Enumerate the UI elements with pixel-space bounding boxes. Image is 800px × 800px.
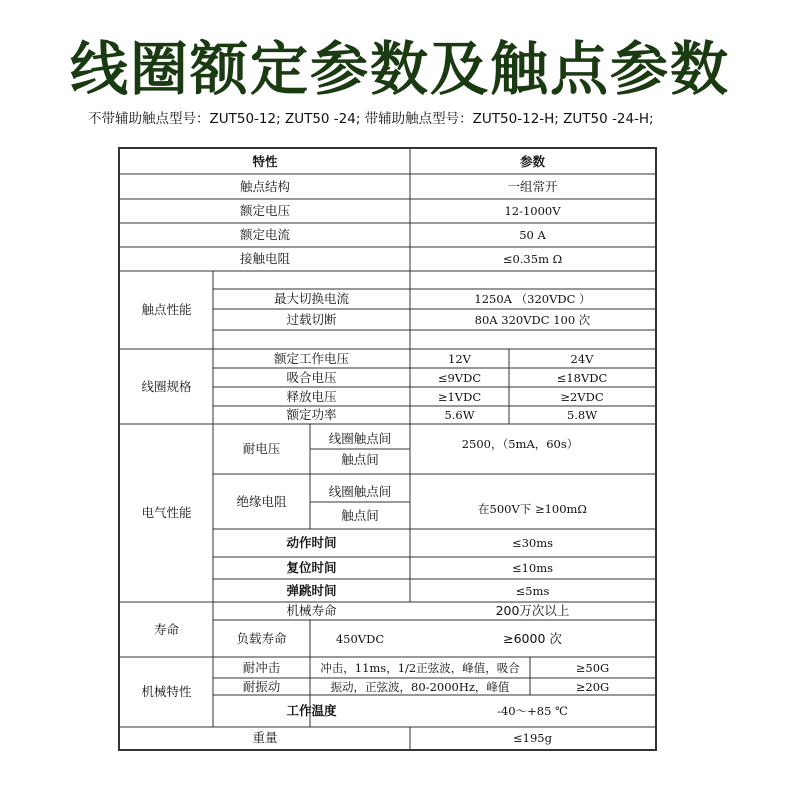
contact-structure-label: 触点结构 (239, 178, 290, 194)
mechanical-group: 机械特性 (141, 684, 192, 699)
operate-time-value: ≤30ms (511, 536, 554, 550)
max-switching-current-label: 最大切换电流 (273, 291, 349, 306)
model-numbers: 不带辅助触点型号：ZUT50-12; ZUT50 -24; 带辅助触点型号：ZUT50-12-H; ZUT50 -24-H; (88, 111, 654, 127)
overload-break-value: 80A 320VDC 100 次 (474, 312, 591, 327)
rated-current-label: 额定电流 (239, 227, 290, 242)
pickup-voltage-24v: ≤18VDC (556, 370, 608, 385)
contact-resistance-value: ≤0.35m Ω (502, 252, 563, 266)
release-voltage-12v: ≥1VDC (437, 389, 482, 404)
rated-current-value: 50 A (519, 228, 546, 242)
load-life-label: 负载寿命 (236, 630, 287, 646)
coil-rated-voltage-24v: 24V (570, 351, 594, 366)
load-life-voltage: 450VDC (335, 631, 385, 646)
contact-structure-value: 一组常开 (507, 178, 558, 194)
rated-voltage-value: 12-1000V (504, 204, 561, 218)
vibration-resistance-limit: ≥20G (575, 679, 610, 694)
mechanical-life-value: 200万次以上 (495, 603, 570, 618)
header-value: 参数 (519, 153, 545, 169)
withstand-voltage-label: 耐电压 (242, 441, 281, 456)
coil-rated-voltage-label: 额定工作电压 (273, 350, 349, 366)
operating-temperature-label: 工作温度 (286, 703, 337, 718)
electrical-performance-group: 电气性能 (141, 505, 192, 520)
shock-resistance-label: 耐冲击 (242, 659, 281, 675)
shock-resistance-value: 冲击，11ms，1/2正弦波，峰值，吸合 (320, 660, 520, 675)
vibration-resistance-label: 耐振动 (242, 678, 281, 694)
contact-performance-group: 触点性能 (141, 302, 192, 317)
page-title: 线圈额定参数及触点参数 (70, 35, 731, 103)
life-group: 寿命 (153, 621, 179, 637)
load-life-value: ≥6000 次 (503, 630, 562, 646)
operating-temperature-value: -40～+85 ℃ (497, 704, 568, 718)
release-voltage-label: 释放电压 (286, 388, 337, 404)
release-time-value: ≤10ms (511, 561, 554, 575)
insulation-resistance-value: 在500V下 ≥100mΩ (478, 502, 587, 516)
withstand-between-contacts-label: 触点间 (341, 452, 379, 467)
max-switching-current-value: 1250A （320VDC ） (474, 292, 591, 306)
withstand-voltage-value: 2500，（5mA，60s） (461, 437, 579, 451)
bounce-time-label: 弹跳时间 (286, 582, 337, 598)
release-time-label: 复位时间 (286, 560, 337, 575)
weight-label: 重量 (252, 730, 278, 745)
insulation-resistance-label: 绝缘电阻 (236, 493, 287, 509)
withstand-coil-contact-label: 线圈触点间 (328, 431, 392, 446)
mechanical-life-label: 机械寿命 (286, 603, 337, 618)
rated-voltage-label: 额定电压 (239, 203, 290, 218)
shock-resistance-limit: ≥50G (575, 660, 610, 675)
operate-time-label: 动作时间 (286, 535, 337, 550)
overload-break-label: 过载切断 (286, 311, 337, 327)
header-property: 特性 (252, 153, 278, 169)
coil-spec-group: 线圈规格 (141, 378, 192, 394)
insulation-coil-contact-label: 线圈触点间 (328, 484, 392, 499)
pickup-voltage-label: 吸合电压 (286, 369, 337, 385)
vibration-resistance-value: 振动，正弦波，80-2000Hz，峰值 (330, 679, 510, 694)
spec-table (118, 147, 657, 751)
insulation-between-contacts-label: 触点间 (341, 508, 379, 523)
rated-power-12v: 5.6W (444, 408, 475, 422)
pickup-voltage-12v: ≤9VDC (437, 370, 482, 385)
contact-resistance-label: 接触电阻 (239, 251, 290, 266)
rated-power-label: 额定功率 (286, 407, 337, 422)
bounce-time-value: ≤5ms (515, 583, 550, 598)
coil-rated-voltage-12v: 12V (448, 351, 471, 366)
rated-power-24v: 5.8W (566, 408, 598, 422)
release-voltage-24v: ≥2VDC (560, 389, 604, 404)
weight-value: ≤195g (513, 731, 552, 745)
